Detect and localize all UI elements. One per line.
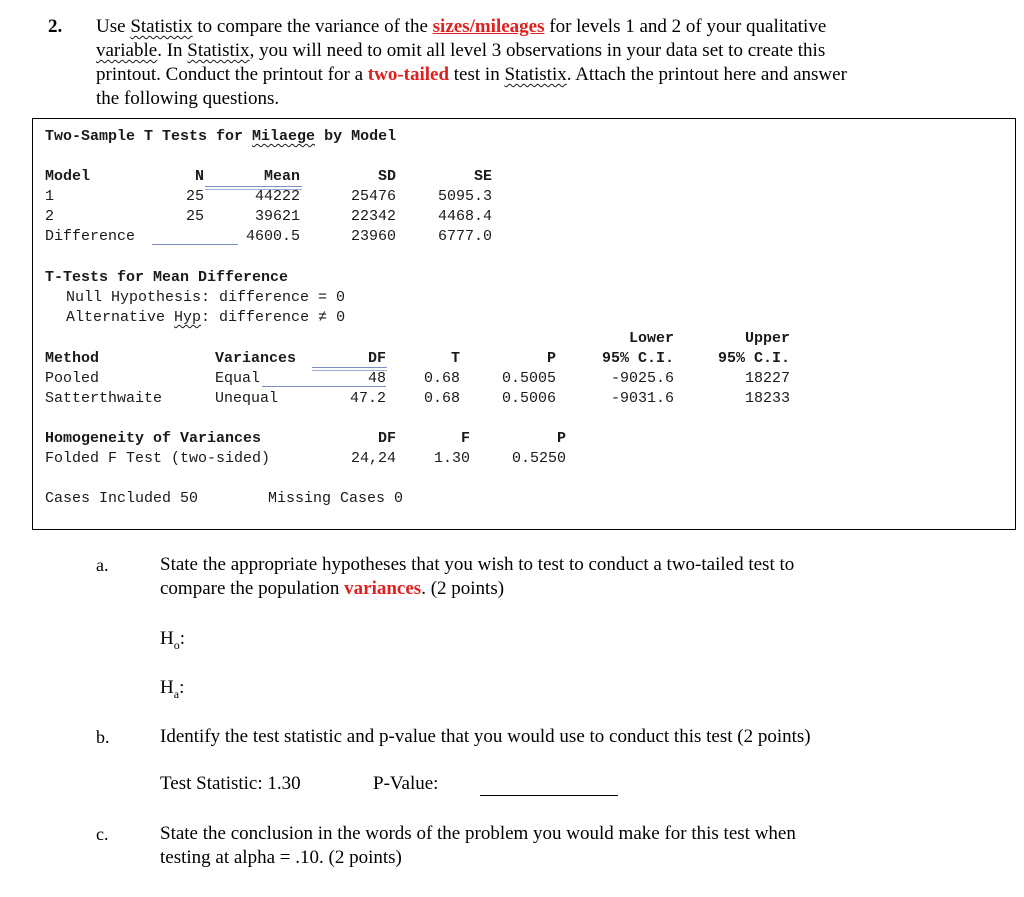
cases-included: Cases Included 50 <box>45 490 199 507</box>
header-df: DF <box>367 350 386 367</box>
table-row-method: Pooled <box>45 370 100 387</box>
folded-f-df: 24,24 <box>350 450 396 467</box>
table-cell: 0.5006 <box>501 390 556 407</box>
p-value-answer-blank <box>480 795 618 796</box>
folded-f-value: 1.30 <box>433 450 470 467</box>
table-row-method: Satterthwaite <box>45 390 163 407</box>
alternative-hypothesis: Alternative Hyp: difference ≠ 0 <box>66 309 346 326</box>
question-line-2: variable. In Statistix, you will need to omit all level 3 observations in your data set to create this <box>96 40 826 61</box>
table-row-model: 2 <box>45 208 55 225</box>
question-line-3: printout. Conduct the printout for a two-tailed test in Statistix. Attach the printout here and answer <box>96 64 847 85</box>
part-a-line-1: State the appropriate hypotheses that you wish to test to conduct a two-tailed test to <box>160 554 795 575</box>
question-line-4: the following questions. <box>96 88 280 109</box>
table-row-model: Difference <box>45 228 136 245</box>
header-sd: SD <box>377 168 396 185</box>
table-row-model: 1 <box>45 188 55 205</box>
table-cell: 18227 <box>744 370 790 387</box>
table-cell: 39621 <box>254 208 300 225</box>
part-b-label: b. <box>96 727 110 747</box>
table-cell: 5095.3 <box>437 188 492 205</box>
ha-label: $H_a$: <box>160 677 185 701</box>
printout-title: Two-Sample T Tests for Milaege by Model <box>45 128 397 145</box>
part-c-line-1: State the conclusion in the words of the problem you would make for this test when <box>160 823 796 844</box>
two-tailed-emphasis: two-tailed <box>367 64 450 85</box>
h0-label: $H_o$: <box>160 628 186 652</box>
homog-header-f: F <box>460 430 470 447</box>
table-cell: 25 <box>185 208 204 225</box>
header-upper-1: Upper <box>744 330 790 347</box>
header-lower-1: Lower <box>628 330 674 347</box>
statistix-word: Statistix <box>130 16 193 37</box>
header-model: Model <box>45 168 91 185</box>
folded-f-p: 0.5250 <box>511 450 566 467</box>
null-hypothesis: Null Hypothesis: difference = 0 <box>66 289 346 306</box>
part-a-line-2: compare the population variances. (2 points) <box>160 578 505 599</box>
sizes-mileages-emphasis: sizes/mileages <box>432 16 545 37</box>
table-cell: 0.5005 <box>501 370 556 387</box>
question-number: 2. <box>48 16 63 37</box>
p-value-label: P-Value: <box>373 773 439 794</box>
header-upper-2: 95% C.I. <box>717 350 790 367</box>
homogeneity-title: Homogeneity of Variances <box>45 430 262 447</box>
table-cell: 23960 <box>350 228 396 245</box>
table-cell: 4468.4 <box>437 208 492 225</box>
table-cell: 25476 <box>350 188 396 205</box>
missing-cases: Missing Cases 0 <box>268 490 404 507</box>
part-c-line-2: testing at alpha = .10. (2 points) <box>160 847 402 868</box>
table-cell: 0.68 <box>423 370 460 387</box>
table-cell: 47.2 <box>349 390 386 407</box>
homog-header-df: DF <box>377 430 396 447</box>
test-statistic: Test Statistic: 1.30 <box>160 773 301 794</box>
table-cell: 22342 <box>350 208 396 225</box>
header-lower-2: 95% C.I. <box>601 350 674 367</box>
folded-f-test-label: Folded F Test (two-sided) <box>45 450 271 467</box>
variances-emphasis: variances <box>344 578 422 599</box>
header-method: Method <box>45 350 100 367</box>
part-c-label: c. <box>96 824 109 844</box>
header-mean: Mean <box>263 168 300 185</box>
table-cell: 6777.0 <box>437 228 492 245</box>
header-variances: Variances <box>215 350 297 367</box>
table-cell: 4600.5 <box>245 228 300 245</box>
part-a-label: a. <box>96 555 109 575</box>
table-cell: 25 <box>185 188 204 205</box>
header-se: SE <box>473 168 492 185</box>
table-cell: 44222 <box>254 188 300 205</box>
header-t: T <box>450 350 460 367</box>
question-line-1: Use Statistix to compare the variance of the sizes/mileages for levels 1 and 2 of your qualitative <box>96 16 827 37</box>
ttests-title: T-Tests for Mean Difference <box>45 269 289 286</box>
table-cell: 18233 <box>744 390 790 407</box>
header-p: P <box>546 350 556 367</box>
header-n: N <box>194 168 204 185</box>
homog-header-p: P <box>556 430 566 447</box>
table-cell: 0.68 <box>423 390 460 407</box>
table-cell: 48 <box>367 370 386 387</box>
part-b-line-1: Identify the test statistic and p-value that you would use to conduct this test (2 points) <box>160 726 811 747</box>
table-cell: -9031.6 <box>610 390 674 407</box>
table-cell: Unequal <box>215 390 279 407</box>
table-cell: -9025.6 <box>610 370 674 387</box>
table-cell: Equal <box>215 370 261 387</box>
